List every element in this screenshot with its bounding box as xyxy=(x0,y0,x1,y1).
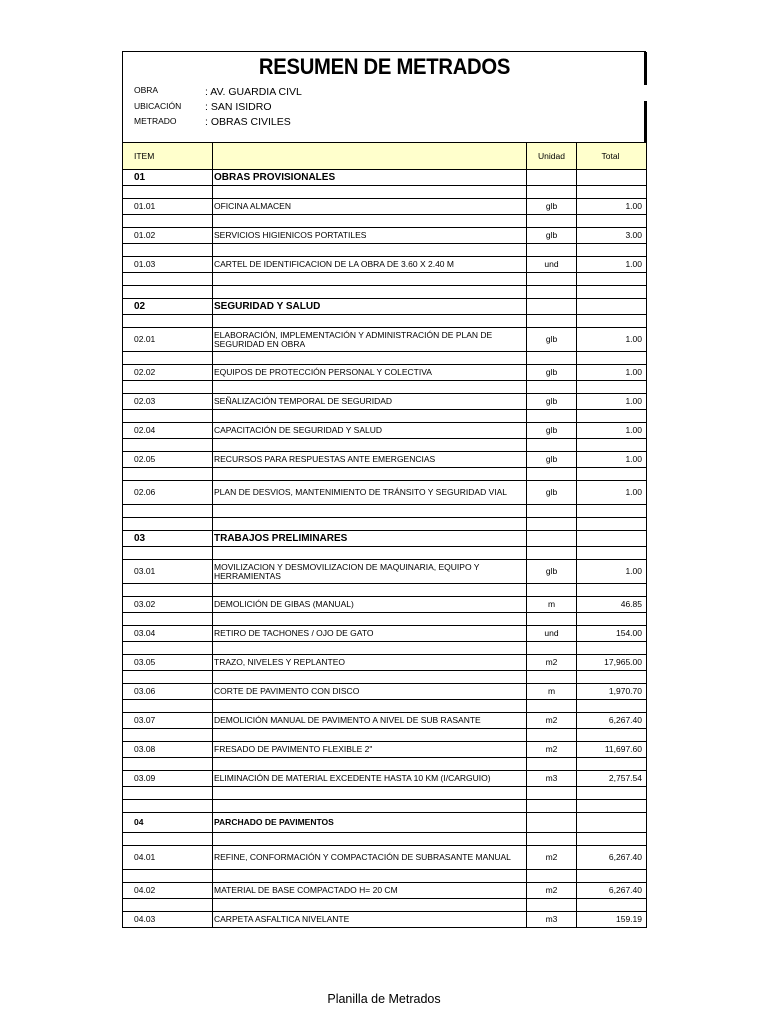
blank-row xyxy=(123,870,647,883)
total-cell xyxy=(577,286,647,299)
total-cell xyxy=(577,758,647,771)
table-row xyxy=(123,365,647,381)
unit-cell xyxy=(527,833,577,846)
description-cell: TRABAJOS PRELIMINARES xyxy=(213,531,527,547)
unit-cell xyxy=(527,671,577,684)
blank-row xyxy=(123,800,647,813)
total-cell xyxy=(577,468,647,481)
unit-cell: glb xyxy=(527,365,577,381)
total-cell xyxy=(577,800,647,813)
unit-cell: m3 xyxy=(527,912,577,928)
total-cell xyxy=(577,315,647,328)
description-cell: ELABORACIÓN, IMPLEMENTACIÓN Y ADMINISTRACIÓN DE PLAN DE SEGURIDAD EN OBRA xyxy=(213,328,527,352)
total-cell: 1.00 xyxy=(577,423,647,439)
table-row xyxy=(123,481,647,505)
item-cell: 03.08 xyxy=(123,742,213,758)
total-cell: 159.19 xyxy=(577,912,647,928)
header-border-right-top xyxy=(644,52,647,85)
description-cell: OBRAS PROVISIONALES xyxy=(213,170,527,186)
section-row xyxy=(123,813,647,833)
item-cell xyxy=(123,613,213,626)
total-cell: 1.00 xyxy=(577,394,647,410)
total-cell xyxy=(577,410,647,423)
table-row xyxy=(123,912,647,928)
unit-cell: und xyxy=(527,626,577,642)
item-cell xyxy=(123,352,213,365)
item-cell xyxy=(123,381,213,394)
item-cell: 02.01 xyxy=(123,328,213,352)
item-cell: 02.02 xyxy=(123,365,213,381)
unit-cell xyxy=(527,468,577,481)
total-cell: 1.00 xyxy=(577,328,647,352)
total-cell xyxy=(577,352,647,365)
unit-cell xyxy=(527,410,577,423)
total-cell: 3.00 xyxy=(577,228,647,244)
description-cell: MOVILIZACION Y DESMOVILIZACION DE MAQUINARIA, EQUIPO Y HERRAMIENTAS xyxy=(213,560,527,584)
item-cell: 04.03 xyxy=(123,912,213,928)
obra-value: : AV. GUARDIA CIVL xyxy=(205,86,302,98)
unit-cell xyxy=(527,215,577,228)
item-cell: 03.04 xyxy=(123,626,213,642)
unit-cell xyxy=(527,729,577,742)
unit-cell xyxy=(527,352,577,365)
unit-cell: glb xyxy=(527,199,577,215)
item-cell xyxy=(123,671,213,684)
total-cell xyxy=(577,186,647,199)
item-cell: 04 xyxy=(123,813,213,833)
blank-row xyxy=(123,186,647,199)
item-cell: 03.07 xyxy=(123,713,213,729)
unit-cell xyxy=(527,870,577,883)
blank-row xyxy=(123,505,647,518)
unit-cell: glb xyxy=(527,423,577,439)
total-cell xyxy=(577,547,647,560)
blank-row xyxy=(123,547,647,560)
item-cell: 01.01 xyxy=(123,199,213,215)
metrado-value: : OBRAS CIVILES xyxy=(205,116,291,128)
item-cell xyxy=(123,642,213,655)
unit-cell: m2 xyxy=(527,742,577,758)
item-cell: 03.05 xyxy=(123,655,213,671)
blank-row xyxy=(123,215,647,228)
description-cell: PLAN DE DESVIOS, MANTENIMIENTO DE TRÁNSITO Y SEGURIDAD VIAL xyxy=(213,481,527,505)
blank-row xyxy=(123,899,647,912)
blank-row xyxy=(123,273,647,286)
total-cell xyxy=(577,787,647,800)
item-cell xyxy=(123,758,213,771)
description-cell: ELIMINACIÓN DE MATERIAL EXCEDENTE HASTA 10 KM (I/CARGUIO) xyxy=(213,771,527,787)
description-cell: FRESADO DE PAVIMENTO FLEXIBLE 2" xyxy=(213,742,527,758)
total-cell: 1.00 xyxy=(577,560,647,584)
blank-row xyxy=(123,700,647,713)
item-cell xyxy=(123,244,213,257)
blank-row xyxy=(123,244,647,257)
item-cell xyxy=(123,700,213,713)
total-cell xyxy=(577,671,647,684)
description-cell: DEMOLICIÓN MANUAL DE PAVIMENTO A NIVEL DE SUB RASANTE xyxy=(213,713,527,729)
unit-cell: m xyxy=(527,684,577,700)
item-cell: 04.02 xyxy=(123,883,213,899)
item-cell xyxy=(123,800,213,813)
section-row xyxy=(123,531,647,547)
blank-row xyxy=(123,518,647,531)
header-border-right-bottom xyxy=(644,101,647,142)
total-cell: 1.00 xyxy=(577,257,647,273)
total-cell: 1.00 xyxy=(577,199,647,215)
metrados-table xyxy=(122,142,647,928)
unit-cell: glb xyxy=(527,560,577,584)
col-header-total: Total xyxy=(577,143,647,170)
metrados-sheet xyxy=(122,51,646,928)
description-cell: CARTEL DE IDENTIFICACION DE LA OBRA DE 3.60 X 2.40 M xyxy=(213,257,527,273)
description-cell xyxy=(213,642,527,655)
item-cell xyxy=(123,468,213,481)
total-cell xyxy=(577,700,647,713)
item-cell: 02.06 xyxy=(123,481,213,505)
unit-cell xyxy=(527,273,577,286)
blank-row xyxy=(123,439,647,452)
unit-cell xyxy=(527,700,577,713)
unit-cell: und xyxy=(527,257,577,273)
item-cell xyxy=(123,186,213,199)
description-cell: SERVICIOS HIGIENICOS PORTATILES xyxy=(213,228,527,244)
item-cell: 03.01 xyxy=(123,560,213,584)
table-row xyxy=(123,846,647,870)
description-cell xyxy=(213,273,527,286)
total-cell xyxy=(577,531,647,547)
description-cell xyxy=(213,870,527,883)
blank-row xyxy=(123,584,647,597)
table-row xyxy=(123,228,647,244)
total-cell xyxy=(577,642,647,655)
blank-row xyxy=(123,286,647,299)
total-cell: 1.00 xyxy=(577,481,647,505)
description-cell xyxy=(213,899,527,912)
unit-cell xyxy=(527,299,577,315)
item-cell xyxy=(123,870,213,883)
table-row xyxy=(123,597,647,613)
table-row xyxy=(123,655,647,671)
table-row xyxy=(123,560,647,584)
table-row xyxy=(123,199,647,215)
total-cell xyxy=(577,613,647,626)
item-cell: 01 xyxy=(123,170,213,186)
blank-row xyxy=(123,729,647,742)
total-cell: 6,267.40 xyxy=(577,883,647,899)
blank-row xyxy=(123,352,647,365)
description-cell xyxy=(213,439,527,452)
total-cell xyxy=(577,299,647,315)
total-cell: 6,267.40 xyxy=(577,846,647,870)
description-cell xyxy=(213,286,527,299)
unit-cell xyxy=(527,547,577,560)
unit-cell xyxy=(527,800,577,813)
description-cell xyxy=(213,584,527,597)
unit-cell: m2 xyxy=(527,846,577,870)
unit-cell: m xyxy=(527,597,577,613)
total-cell: 46.85 xyxy=(577,597,647,613)
description-cell: RETIRO DE TACHONES / OJO DE GATO xyxy=(213,626,527,642)
item-cell: 03 xyxy=(123,531,213,547)
unit-cell: m2 xyxy=(527,655,577,671)
description-cell xyxy=(213,729,527,742)
total-cell xyxy=(577,273,647,286)
item-cell xyxy=(123,729,213,742)
table-header-row xyxy=(123,143,647,170)
description-cell xyxy=(213,186,527,199)
unit-cell xyxy=(527,381,577,394)
item-cell: 04.01 xyxy=(123,846,213,870)
table-row xyxy=(123,394,647,410)
unit-cell xyxy=(527,518,577,531)
item-cell xyxy=(123,273,213,286)
item-cell xyxy=(123,439,213,452)
total-cell: 6,267.40 xyxy=(577,713,647,729)
unit-cell: m2 xyxy=(527,713,577,729)
total-cell xyxy=(577,170,647,186)
item-cell: 02.03 xyxy=(123,394,213,410)
total-cell xyxy=(577,729,647,742)
unit-cell: glb xyxy=(527,328,577,352)
blank-row xyxy=(123,468,647,481)
sheet-header xyxy=(122,51,646,142)
item-cell: 01.03 xyxy=(123,257,213,273)
item-cell: 02.05 xyxy=(123,452,213,468)
ubicacion-value: : SAN ISIDRO xyxy=(205,101,272,113)
description-cell xyxy=(213,758,527,771)
description-cell xyxy=(213,833,527,846)
description-cell xyxy=(213,381,527,394)
description-cell xyxy=(213,410,527,423)
total-cell xyxy=(577,505,647,518)
unit-cell xyxy=(527,186,577,199)
item-cell xyxy=(123,286,213,299)
description-cell: CORTE DE PAVIMENTO CON DISCO xyxy=(213,684,527,700)
item-cell xyxy=(123,833,213,846)
unit-cell xyxy=(527,758,577,771)
table-row xyxy=(123,771,647,787)
section-row xyxy=(123,170,647,186)
description-cell xyxy=(213,700,527,713)
total-cell xyxy=(577,518,647,531)
total-cell xyxy=(577,813,647,833)
total-cell xyxy=(577,439,647,452)
table-row xyxy=(123,742,647,758)
item-cell: 03.02 xyxy=(123,597,213,613)
description-cell: CARPETA ASFALTICA NIVELANTE xyxy=(213,912,527,928)
total-cell: 1,970.70 xyxy=(577,684,647,700)
description-cell xyxy=(213,518,527,531)
total-cell: 1.00 xyxy=(577,365,647,381)
blank-row xyxy=(123,381,647,394)
total-cell: 1.00 xyxy=(577,452,647,468)
item-cell: 03.09 xyxy=(123,771,213,787)
total-cell xyxy=(577,870,647,883)
unit-cell: glb xyxy=(527,452,577,468)
total-cell: 17,965.00 xyxy=(577,655,647,671)
description-cell xyxy=(213,352,527,365)
unit-cell xyxy=(527,531,577,547)
item-cell: 03.06 xyxy=(123,684,213,700)
table-row xyxy=(123,452,647,468)
blank-row xyxy=(123,671,647,684)
blank-row xyxy=(123,758,647,771)
description-cell: TRAZO, NIVELES Y REPLANTEO xyxy=(213,655,527,671)
table-row xyxy=(123,423,647,439)
unit-cell xyxy=(527,899,577,912)
item-cell xyxy=(123,410,213,423)
item-cell xyxy=(123,584,213,597)
description-cell: PARCHADO DE PAVIMENTOS xyxy=(213,813,527,833)
description-cell xyxy=(213,468,527,481)
unit-cell xyxy=(527,584,577,597)
col-header-description xyxy=(213,143,527,170)
blank-row xyxy=(123,642,647,655)
description-cell: SEGURIDAD Y SALUD xyxy=(213,299,527,315)
blank-row xyxy=(123,410,647,423)
col-header-unit: Unidad xyxy=(527,143,577,170)
item-cell xyxy=(123,518,213,531)
description-cell xyxy=(213,800,527,813)
description-cell xyxy=(213,787,527,800)
description-cell xyxy=(213,244,527,257)
total-cell xyxy=(577,244,647,257)
table-row xyxy=(123,626,647,642)
total-cell xyxy=(577,215,647,228)
unit-cell xyxy=(527,505,577,518)
unit-cell: glb xyxy=(527,228,577,244)
description-cell: SEÑALIZACIÓN TEMPORAL DE SEGURIDAD xyxy=(213,394,527,410)
unit-cell: m2 xyxy=(527,883,577,899)
total-cell xyxy=(577,899,647,912)
description-cell: OFICINA ALMACEN xyxy=(213,199,527,215)
blank-row xyxy=(123,315,647,328)
total-cell xyxy=(577,584,647,597)
table-row xyxy=(123,328,647,352)
total-cell: 2,757.54 xyxy=(577,771,647,787)
blank-row xyxy=(123,613,647,626)
unit-cell: glb xyxy=(527,481,577,505)
description-cell: EQUIPOS DE PROTECCIÓN PERSONAL Y COLECTIVA xyxy=(213,365,527,381)
table-row xyxy=(123,684,647,700)
unit-cell xyxy=(527,244,577,257)
description-cell: RECURSOS PARA RESPUESTAS ANTE EMERGENCIAS xyxy=(213,452,527,468)
section-row xyxy=(123,299,647,315)
unit-cell xyxy=(527,642,577,655)
item-cell xyxy=(123,215,213,228)
description-cell: DEMOLICIÓN DE GIBAS (MANUAL) xyxy=(213,597,527,613)
item-cell xyxy=(123,787,213,800)
unit-cell xyxy=(527,813,577,833)
item-cell: 02.04 xyxy=(123,423,213,439)
page-title: RESUMEN DE METRADOS xyxy=(258,54,511,79)
blank-row xyxy=(123,787,647,800)
description-cell xyxy=(213,613,527,626)
total-cell xyxy=(577,833,647,846)
description-cell xyxy=(213,505,527,518)
metrado-label: METRADO xyxy=(134,116,177,126)
table-row xyxy=(123,257,647,273)
description-cell: CAPACITACIÓN DE SEGURIDAD Y SALUD xyxy=(213,423,527,439)
unit-cell xyxy=(527,170,577,186)
ubicacion-label: UBICACIÓN xyxy=(134,101,182,111)
table-row xyxy=(123,883,647,899)
page-footer: Planilla de Metrados xyxy=(327,992,441,1006)
unit-cell: m3 xyxy=(527,771,577,787)
unit-cell xyxy=(527,613,577,626)
table-row xyxy=(123,713,647,729)
total-cell xyxy=(577,381,647,394)
unit-cell xyxy=(527,286,577,299)
item-cell: 02 xyxy=(123,299,213,315)
description-cell xyxy=(213,315,527,328)
unit-cell xyxy=(527,439,577,452)
item-cell xyxy=(123,899,213,912)
description-cell xyxy=(213,215,527,228)
item-cell xyxy=(123,505,213,518)
description-cell: REFINE, CONFORMACIÓN Y COMPACTACIÓN DE SUBRASANTE MANUAL xyxy=(213,846,527,870)
unit-cell xyxy=(527,787,577,800)
item-cell: 01.02 xyxy=(123,228,213,244)
obra-label: OBRA xyxy=(134,85,159,95)
total-cell: 11,697.60 xyxy=(577,742,647,758)
blank-row xyxy=(123,833,647,846)
item-cell xyxy=(123,315,213,328)
col-header-item: ITEM xyxy=(123,143,213,170)
unit-cell xyxy=(527,315,577,328)
item-cell xyxy=(123,547,213,560)
description-cell: MATERIAL DE BASE COMPACTADO H= 20 CM xyxy=(213,883,527,899)
description-cell xyxy=(213,547,527,560)
unit-cell: glb xyxy=(527,394,577,410)
description-cell xyxy=(213,671,527,684)
total-cell: 154.00 xyxy=(577,626,647,642)
